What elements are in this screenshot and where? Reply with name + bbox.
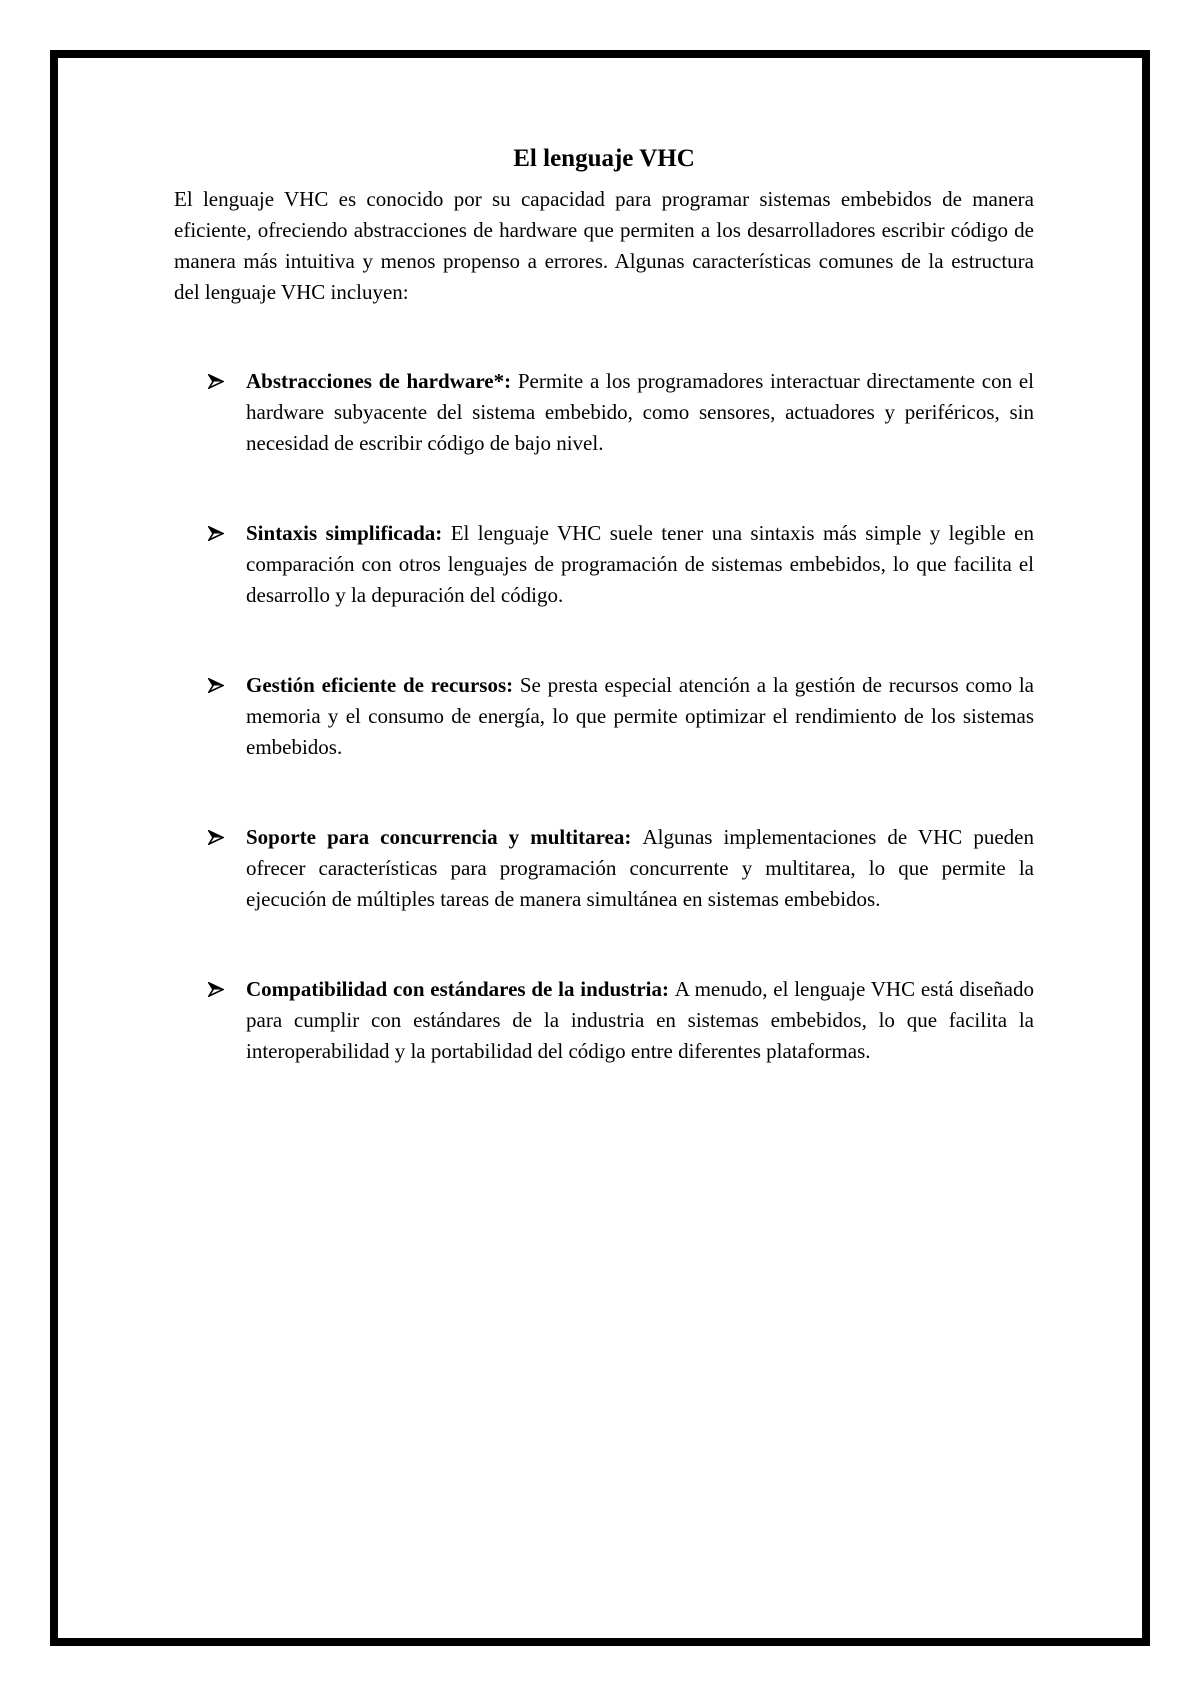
intro-paragraph: El lenguaje VHC es conocido por su capacidad para programar sistemas embebidos de manera eficiente, ofreciendo abstracciones de hardware que permiten a los desarrolladores escribir código de manera más intuitiva y menos propenso a errores. Algunas características comunes de la estructura del lenguaje VHC incluyen: xyxy=(174,187,1034,304)
arrowhead-bullet-icon xyxy=(208,822,228,853)
list-item-label: Sintaxis simplificada: xyxy=(246,521,451,545)
arrowhead-bullet-icon xyxy=(208,518,228,549)
list-item xyxy=(174,822,1034,915)
list-item xyxy=(174,974,1034,1067)
list-item-text: Se presta especial atención a la gestión de recursos como la memoria y el consumo de energía, lo que permite optimizar el rendimiento de los sistemas embebidos. xyxy=(246,673,1035,759)
list-item-text: Permite a los programadores interactuar directamente con el hardware subyacente del sistema embebido, como sensores, actuadores y periféricos, sin necesidad de escribir código de bajo nivel. xyxy=(246,369,1034,455)
list-item xyxy=(174,670,1034,763)
list-item-label: Soporte para concurrencia y multitarea: xyxy=(246,825,643,849)
feature-list xyxy=(174,366,1034,1067)
document-title: El lenguaje VHC xyxy=(513,145,695,172)
arrowhead-bullet-icon xyxy=(208,670,228,701)
arrowhead-bullet-icon xyxy=(208,974,228,1005)
list-item-label: Gestión eficiente de recursos: xyxy=(246,673,520,697)
list-item xyxy=(174,518,1034,611)
list-item-text: A menudo, el lenguaje VHC está diseñado para cumplir con estándares de la industria en sistemas embebidos, lo que facilita la interoperabilidad y la portabilidad del código entre diferentes plataformas. xyxy=(246,977,1034,1063)
list-item-text: El lenguaje VHC suele tener una sintaxis más simple y legible en comparación con otros lenguajes de programación de sistemas embebidos, lo que facilita el desarrollo y la depuración del código. xyxy=(246,521,1034,607)
arrowhead-bullet-icon xyxy=(208,366,228,397)
list-item-text: Algunas implementaciones de VHC pueden ofrecer características para programación concurrente y multitarea, lo que permite la ejecución de múltiples tareas de manera simultánea en sistemas embebidos. xyxy=(246,825,1034,911)
list-item-label: Compatibilidad con estándares de la industria: xyxy=(246,977,675,1001)
list-item-label: Abstracciones de hardware*: xyxy=(246,369,518,393)
list-item xyxy=(174,366,1034,459)
document-body xyxy=(174,142,1034,1126)
